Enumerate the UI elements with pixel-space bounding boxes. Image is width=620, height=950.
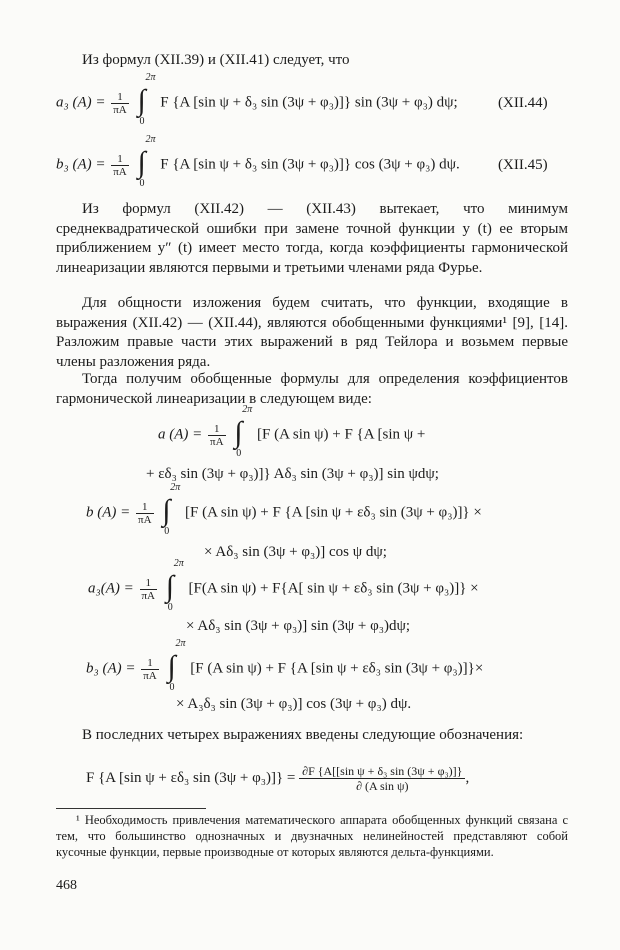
- equation-a3-line1: [F(A sin ψ) + F{A[ sin ψ + εδ₃ sin (3ψ + φ₃)]} ×: [188, 580, 479, 597]
- eq44-body: F {A [sin ψ + δ₃ sin (3ψ + φ₃)]} sin (3ψ + φ₃) dψ;: [160, 94, 458, 111]
- fraction: $\frac{1}{\pi A}$: [113, 90, 127, 116]
- eq44-label: (XII.44): [498, 95, 548, 111]
- paragraph-1: Из формул (XII.42) — (XII.43) вытекает, что минимум среднеквадратической ошибки при замене точной функции y (t) ее вторым приближением y″ (t) имеет место тогда, когда коэффициенты гармонической линеаризации являются первыми и третьими членами ряда Фурье.: [56, 201, 568, 276]
- integral-sign: ∫ 2π 0: [162, 482, 181, 537]
- footnote: ¹ Необходимость привлечения математического аппарата обобщенных функций связана с тем, что большинство однозначных и двузначных нелинейностей представляют собой кусочные функции, первые производные от которых являются дельта-функциями.: [56, 813, 568, 859]
- paragraph-3: Тогда получим обобщенные формулы для определения коэффициентов гармонической линеаризации в следующем виде:: [56, 371, 568, 407]
- eq45-label: (XII.45): [498, 157, 548, 173]
- paragraph-4: В последних четырех выражениях введены следующие обозначения:: [82, 727, 524, 743]
- equation-b3-line2: × A₃δ₃ sin (3ψ + φ₃)] cos (3ψ + φ₃) dψ.: [176, 696, 412, 712]
- integral-sign: ∫ 2π 0: [167, 638, 186, 693]
- lead-text: Из формул (XII.39) и (XII.41) следует, что: [82, 52, 350, 68]
- notation-lhs: F {A [sin ψ + εδ₃ sin (3ψ + φ₃)]} =: [86, 769, 296, 786]
- notation-equation: F {A [sin ψ + εδ₃ sin (3ψ + φ₃)]} = $\frac{\text{∂F \{A[[sin ψ + δ₃ sin (3ψ + φ₃)]\}}}{\text{∂ (A sin ψ)}}$ ,: [86, 764, 470, 793]
- equation-a-line1: [F (A sin ψ) + F {A [sin ψ +: [257, 426, 426, 443]
- equation-xii-45: [56, 134, 460, 189]
- equation-b: b (A) = $\frac{1}{\pi A}$ ∫ 2π 0 [F (A sin ψ) + F {A [sin ψ + εδ₃ sin (3ψ + φ₃)]} ×: [86, 482, 482, 537]
- equation-b3: b₃ (A) = $\frac{1}{\pi A}$ ∫ 2π 0 [F (A sin ψ) + F {A [sin ψ + εδ₃ sin (3ψ + φ₃)]}×: [86, 638, 484, 693]
- equation-a3-line2: × Aδ₃ sin (3ψ + φ₃)] sin (3ψ + φ₃)dψ;: [186, 618, 411, 634]
- equation-b3-line1: [F (A sin ψ) + F {A [sin ψ + εδ₃ sin (3ψ + φ₃)]}×: [190, 660, 484, 677]
- integral-sign: ∫ 2π 0: [234, 404, 253, 459]
- equation-b-line1: [F (A sin ψ) + F {A [sin ψ + εδ₃ sin (3ψ + φ₃)]} ×: [185, 504, 482, 521]
- equation-a: a (A) = $\frac{1}{\pi A}$ ∫ 2π 0 [F (A sin ψ) + F {A [sin ψ +: [158, 404, 426, 459]
- eq45-body: F {A [sin ψ + δ₃ sin (3ψ + φ₃)]} cos (3ψ + φ₃) dψ.: [160, 156, 460, 173]
- integral-sign: ∫ 2π 0: [137, 72, 156, 127]
- eq44-lhs: a₃ (A) =: [56, 94, 106, 111]
- fraction: $\frac{1}{\pi A}$: [113, 152, 127, 178]
- equation-b-line2: × Aδ₃ sin (3ψ + φ₃)] cos ψ dψ;: [204, 544, 387, 560]
- footnote-rule: [56, 808, 206, 809]
- eq45-lhs: b₃ (A) =: [56, 156, 106, 173]
- equation-xii-44: [56, 72, 458, 127]
- equation-a-line2: + εδ₃ sin (3ψ + φ₃)]} Aδ₃ sin (3ψ + φ₃)] sin ψdψ;: [146, 466, 439, 482]
- integral-sign: ∫ 2π 0: [165, 558, 184, 613]
- paragraph-2: Для общности изложения будем считать, что функции, входящие в выражения (XII.42) — (XII.44), являются обобщенными функциями¹ [9], [14]. Разложим правые части этих выражений в ряд Тейлора и возьмем первые члены разложения ряда.: [56, 295, 568, 370]
- equation-a3: a₃(A) = $\frac{1}{\pi A}$ ∫ 2π 0 [F(A sin ψ) + F{A[ sin ψ + εδ₃ sin (3ψ + φ₃)]} ×: [88, 558, 479, 613]
- integral-sign: ∫ 2π 0: [137, 134, 156, 189]
- notation-fraction: $\frac{\text{∂F \{A[[sin ψ + δ₃ sin (3ψ + φ₃)]\}}}{\text{∂ (A sin ψ)}}$: [299, 764, 465, 793]
- page-number: 468: [56, 878, 77, 893]
